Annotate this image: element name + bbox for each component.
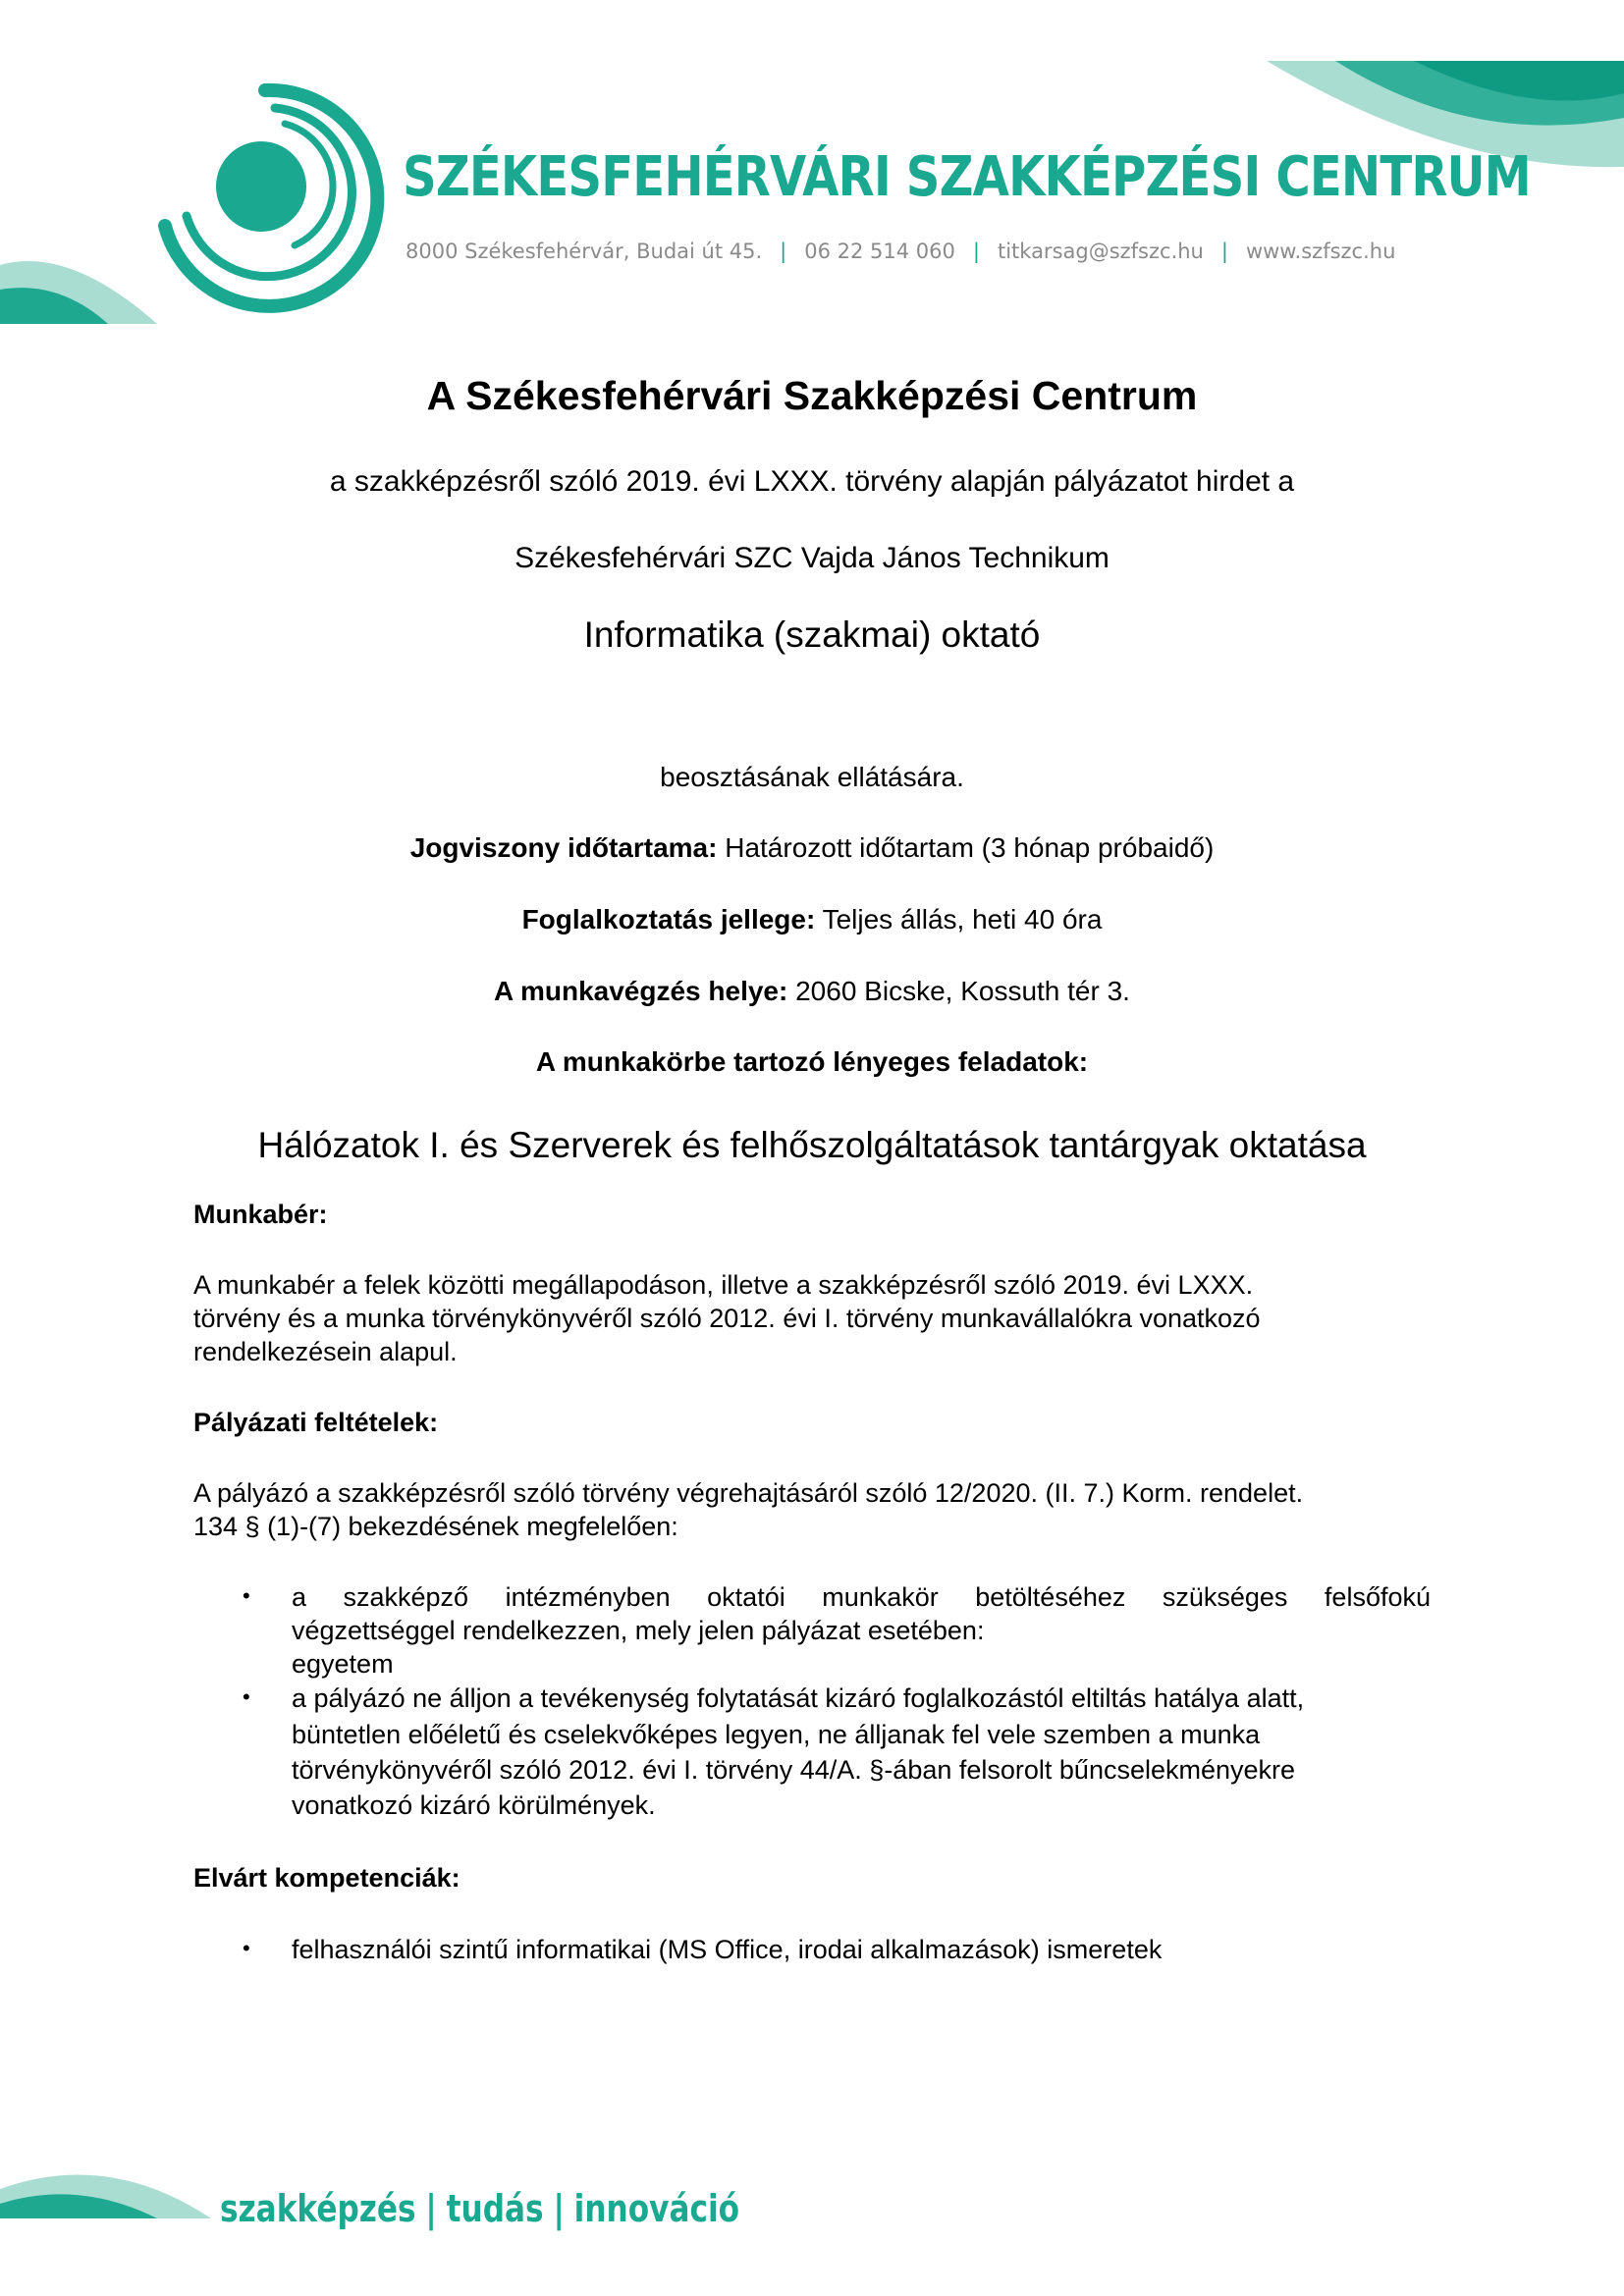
phone: 06 22 514 060 [804,240,955,263]
duration-label: Jogviszony időtartama: [409,832,718,863]
salary-line-2: törvény és a munka törvénykönyvéről szóló 2012. évi I. törvény munkavállalókra vonatkozó [193,1304,1261,1333]
bullet-icon: • [243,1936,250,1960]
address: 8000 Székesfehérvár, Budai út 45. [406,240,763,263]
employment-value: Teljes állás, heti 40 óra [822,904,1103,934]
conditions-intro-1: A pályázó a szakképzésről szóló törvény végrehajtásáról szóló 12/2020. (II. 7.) Korm. rendelet. [193,1478,1304,1508]
school-name: Székesfehérvári SZC Vajda János Technikum [514,542,1110,574]
salary-heading: Munkabér: [193,1200,328,1229]
slogan-word-3: innováció [573,2187,740,2230]
slogan-separator: | [553,2187,565,2230]
conditions-intro-2: 134 § (1)-(7) bekezdésének megfelelően: [193,1512,678,1541]
position-title: Informatika (szakmai) oktató [583,614,1041,655]
salary-line-3: rendelkezésein alapul. [193,1337,458,1366]
tasks-heading: A munkakörbe tartozó lényeges feladatok: [535,1046,1089,1077]
slogan-word-1: szakképzés [220,2187,416,2230]
slogan-word-2: tudás [446,2187,544,2230]
salary-line-1: A munkabér a felek közötti megállapodáson, illetve a szakképzésről szóló 2019. évi LXXX. [193,1270,1254,1300]
intro-line: a szakképzésről szóló 2019. évi LXXX. törvény alapján pályázatot hirdet a [329,465,1295,498]
competency-item-1: felhasználói szintű informatikai (MS Office, irodai alkalmazások) ismeretek [292,1935,1163,1964]
competencies-heading: Elvárt kompetenciák: [193,1863,460,1893]
website: www.szfszc.hu [1245,240,1396,263]
workplace-value: 2060 Bicske, Kossuth tér 3. [795,976,1130,1006]
purpose-line: beosztásának ellátására. [660,762,964,792]
duration-line [0,832,1624,864]
separator: | [780,240,787,263]
contact-line [406,240,1395,263]
condition-item-1-line-2: végzettséggel rendelkezzen, mely jelen pályázat esetében: [292,1616,985,1645]
workplace-line [0,976,1624,1007]
condition-item-1-line-3: egyetem [292,1649,394,1679]
slogan-separator: | [425,2187,437,2230]
employment-label: Foglalkoztatás jellege: [521,904,816,934]
condition-item-2-line-2: büntetlen előéletű és cselekvőképes legyen, ne álljanak fel vele szemben a munka [292,1720,1261,1749]
duration-value: Határozott időtartam (3 hónap próbaidő) [725,832,1215,863]
brand-name: SZÉKESFEHÉRVÁRI SZAKKÉPZÉSI CENTRUM [403,145,1531,209]
condition-item-2-line-3: törvénykönyvéről szóló 2012. évi I. törvény 44/A. §-ában felsorolt bűncselekményekre [292,1755,1296,1785]
logo-icon [165,90,377,306]
bullet-icon: • [243,1684,250,1709]
conditions-heading: Pályázati feltételek: [193,1408,439,1437]
workplace-label: A munkavégzés helye: [494,976,788,1006]
separator: | [1220,240,1228,263]
logo-dot [216,141,306,232]
document-title: A Székesfehérvári Szakképzési Centrum [426,373,1198,418]
email: titkarsag@szfszc.hu [997,240,1204,263]
separator: | [972,240,980,263]
bullet-icon: • [243,1583,250,1608]
condition-item-1-line-1: a szakképző intézményben oktatói munkakör betöltéséhez szükséges felsőfokú [292,1582,1431,1612]
condition-item-2-line-1: a pályázó ne álljon a tevékenység folytatását kizáró foglalkozástól eltiltás hatálya alatt, [292,1683,1305,1713]
condition-item-2-line-4: vonatkozó kizáró körülmények. [292,1790,656,1820]
footer-slogan [220,2187,739,2230]
employment-line [0,904,1624,935]
tasks-text: Hálózatok I. és Szerverek és felhőszolgáltatások tantárgyak oktatása [257,1125,1367,1165]
